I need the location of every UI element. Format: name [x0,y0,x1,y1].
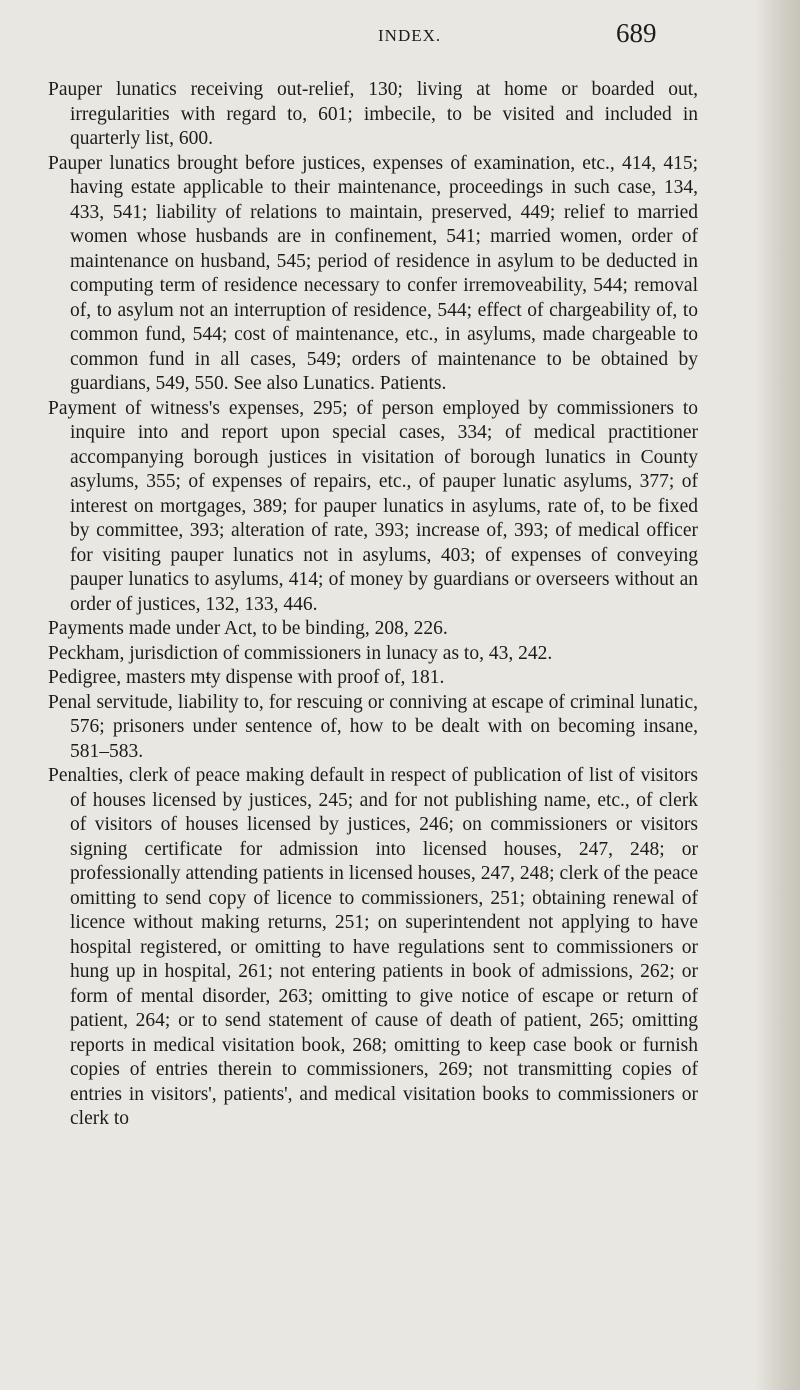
running-title: INDEX. [378,26,442,45]
index-entry-pauper-lunatics-justices: Pauper lunatics brought before justices, expenses of examination, etc., 414, 415; having estate applicable to their maintenance, proceedings in such case, 134, 433, 541; liability of relations to maintain, preserved, 449; relief to married women whose husbands are in confinement, 541; married women, order of maintenance on husband, 545; period of residence in asylum to be deducted in computing term of residence necessary to confer irremoveability, 544; removal of, to asylum not an interruption of residence, 544; effect of chargeability of, to common fund, 544; cost of maintenance, etc., in asylums, made chargeable to common fund in all cases, 549; orders of maintenance to be obtained by guardians, 549, 550. See also Lunatics. Patients. [48,152,698,394]
index-entry-pedigree: Pedigree, masters mŧy dispense with proof of, 181. [48,667,445,688]
index-entry-payment: Payment of witness's expenses, 295; of person employed by commissioners to inquire into and report upon special cases, 334; of medical practitioner accompanying borough justices in visitation of borough lunatics in County asylums, 355; of expenses of repairs, etc., of pauper lunatic asylums, 377; of interest on mortgages, 389; for pauper lunatics in asylums, rate of, to be fixed by committee, 393; alteration of rate, 393; increase of, 393; of medical officer for visiting pauper lunatics not in asylums, 403; of expenses of conveying pauper lunatics to asylums, 414; of money by guardians or overseers without an order of justices, 132, 133, 446. [48,397,698,615]
index-entry-pauper-lunatics-out-relief: Pauper lunatics receiving out-relief, 130; living at home or boarded out, irregularities with regard to, 601; imbecile, to be visited and included in quarterly list, 600. [48,79,698,149]
index-entry-payments: Payments made under Act, to be binding, 208, 226. [48,618,448,639]
page-number: 689 [616,18,657,48]
index-entry-peckham: Peckham, jurisdiction of commissioners in lunacy as to, 43, 242. [48,642,553,664]
page-header [0,18,800,54]
page-edge-shadow [754,0,800,1390]
index-entry-penalties: Penalties, clerk of peace making default in respect of publication of list of visitors of houses licensed by justices, 245; and for not publishing name, etc., of clerk of visitors of houses licensed by justices, 246; on commissioners or visitors signing certificate for admission into licensed houses, 247, 248; or professionally attending patients in licensed houses, 247, 248; clerk of the peace omitting to send copy of licence to commissioners, 251; obtaining renewal of licence without making returns, 251; on superintendent not applying to have hospital registered, or omitting to have regulations sent to commissioners or hung up in hospital, 261; not entering patients in book of admissions, 262; or form of mental disorder, 263; omitting to give notice of escape or return of patient, 264; or to send statement of cause of death of patient, 265; omitting reports in medical visitation book, 268; omitting to keep case book or furnish copies of entries therein to commissioners, 269; not transmitting copies of entries in visitors', patients', and medical visitation books to commissioners or clerk to [48,765,698,1129]
index-entries [48,78,698,1132]
index-entry-penal-servitude: Penal servitude, liability to, for rescuing or conniving at escape of criminal lunatic, 576; prisoners under sentence of, how to be dealt with on becoming insane, 581–583. [48,691,698,762]
